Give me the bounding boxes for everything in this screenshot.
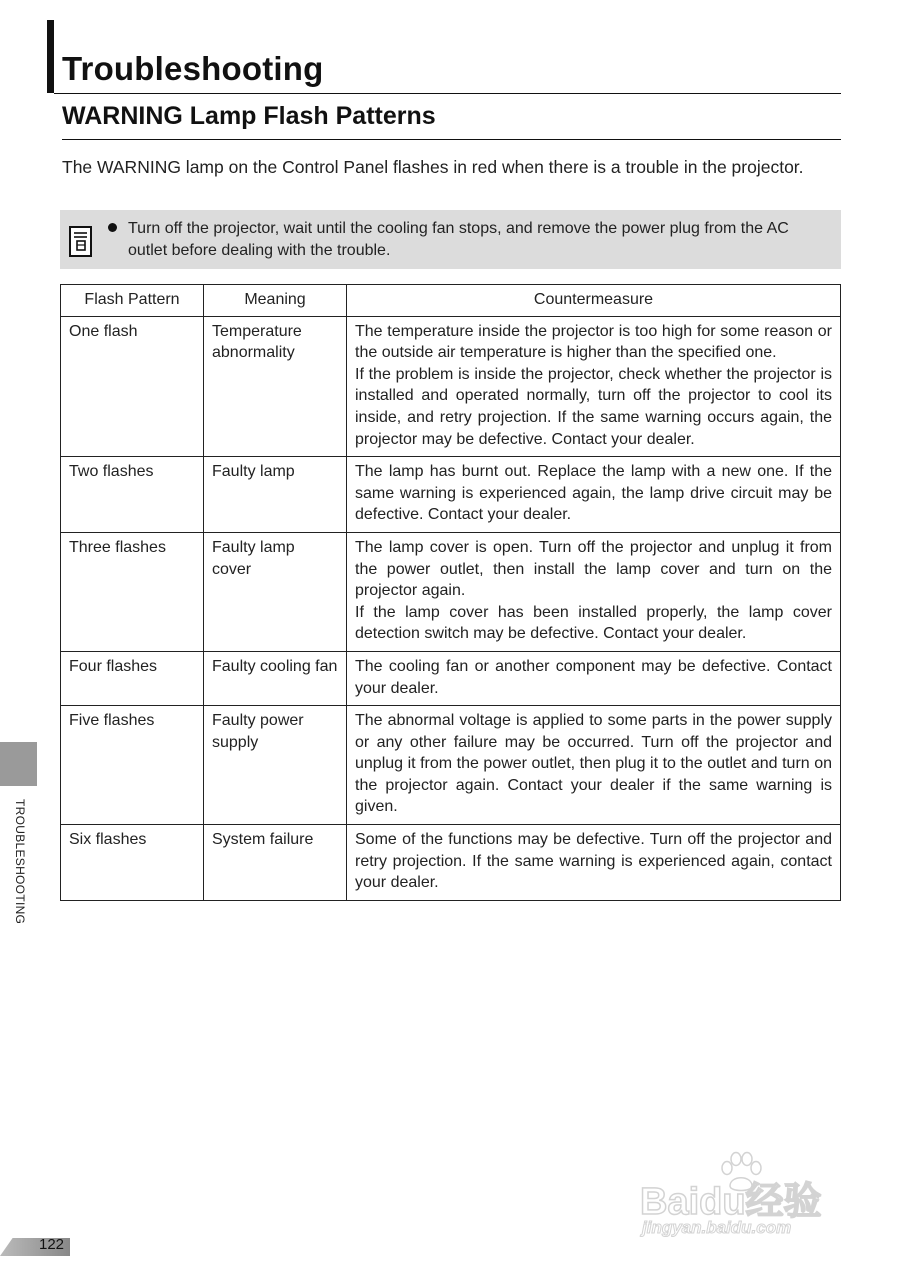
note-text: Turn off the projector, wait until the cooling fan stops, and remove the power plug from the AC outlet before dealing with the trouble. [128,220,789,259]
section-title: WARNING Lamp Flash Patterns [62,102,436,130]
chapter-label: TROUBLESHOOTING [13,799,27,925]
chapter-tab [0,742,37,786]
meaning-cell: Faulty cooling fan [204,651,347,705]
title-accent-bar [47,20,54,93]
header-countermeasure: Countermeasure [347,285,841,317]
meaning-cell: Faulty power supply [204,706,347,825]
countermeasure-text: If the problem is inside the projector, check whether the projector is installed and operated normally, turn off the projector to cool its inside, and retry projection. If the same warning occurs again, the projector may be defective. Contact your dealer. [355,365,832,448]
table-row [61,457,841,533]
watermark-brand: Baidu经验 [640,1181,822,1223]
header-flash-pattern: Flash Pattern [61,285,204,317]
table-row [61,316,841,457]
memo-icon [68,224,94,258]
section-rule [62,139,841,140]
baidu-watermark [640,1150,860,1250]
countermeasure-cell [347,532,841,651]
countermeasure-text: The lamp cover is open. Turn off the projector and unplug it from the power outlet, then install the lamp cover and turn on the projector again. [355,538,832,600]
flash-pattern-cell: Five flashes [61,706,204,825]
table-row [61,532,841,651]
page-number: 122 [39,1236,65,1253]
meaning-cell: Faulty lamp [204,457,347,533]
countermeasure-cell [347,457,841,533]
countermeasure-text: If the lamp cover has been installed properly, the lamp cover detection switch may be defective. Contact your dealer. [355,603,832,643]
flash-pattern-cell: Two flashes [61,457,204,533]
countermeasure-text: The abnormal voltage is applied to some parts in the power supply or any other failure may be occurred. Turn off the projector and unplug it from the power outlet, then plug it to the outlet and turn on the projector again. Contact your dealer if the same warning is given. [355,712,832,816]
page-title: Troubleshooting [62,50,324,87]
countermeasure-text: The temperature inside the projector is too high for some reason or the outside air temperature is higher than the specified one. [355,322,832,362]
countermeasure-text: Some of the functions may be defective. Turn off the projector and retry projection. If the same warning is experienced again, contact your dealer. [355,831,832,892]
meaning-cell: Temperature abnormality [204,316,347,457]
title-rule [54,93,841,94]
countermeasure-cell [347,651,841,705]
flash-pattern-cell: One flash [61,316,204,457]
countermeasure-cell [347,316,841,457]
note-box [60,210,841,269]
flash-pattern-table [60,284,841,901]
table-row [61,651,841,705]
countermeasure-text: The cooling fan or another component may be defective. Contact your dealer. [355,657,832,697]
table-row [61,825,841,901]
intro-paragraph: The WARNING lamp on the Control Panel flashes in red when there is a trouble in the projector. [62,157,804,177]
table-header-row [61,285,841,317]
meaning-cell: System failure [204,825,347,901]
countermeasure-text: The lamp has burnt out. Replace the lamp with a new one. If the same warning is experienced again, the lamp drive circuit may be defective. Contact your dealer. [355,463,832,524]
bullet-icon [108,223,117,232]
flash-pattern-cell: Three flashes [61,532,204,651]
table-row [61,706,841,825]
watermark-url: jingyan.baidu.com [642,1218,792,1237]
header-meaning: Meaning [204,285,347,317]
meaning-cell: Faulty lamp cover [204,532,347,651]
flash-pattern-cell: Six flashes [61,825,204,901]
countermeasure-cell [347,825,841,901]
flash-pattern-cell: Four flashes [61,651,204,705]
countermeasure-cell [347,706,841,825]
